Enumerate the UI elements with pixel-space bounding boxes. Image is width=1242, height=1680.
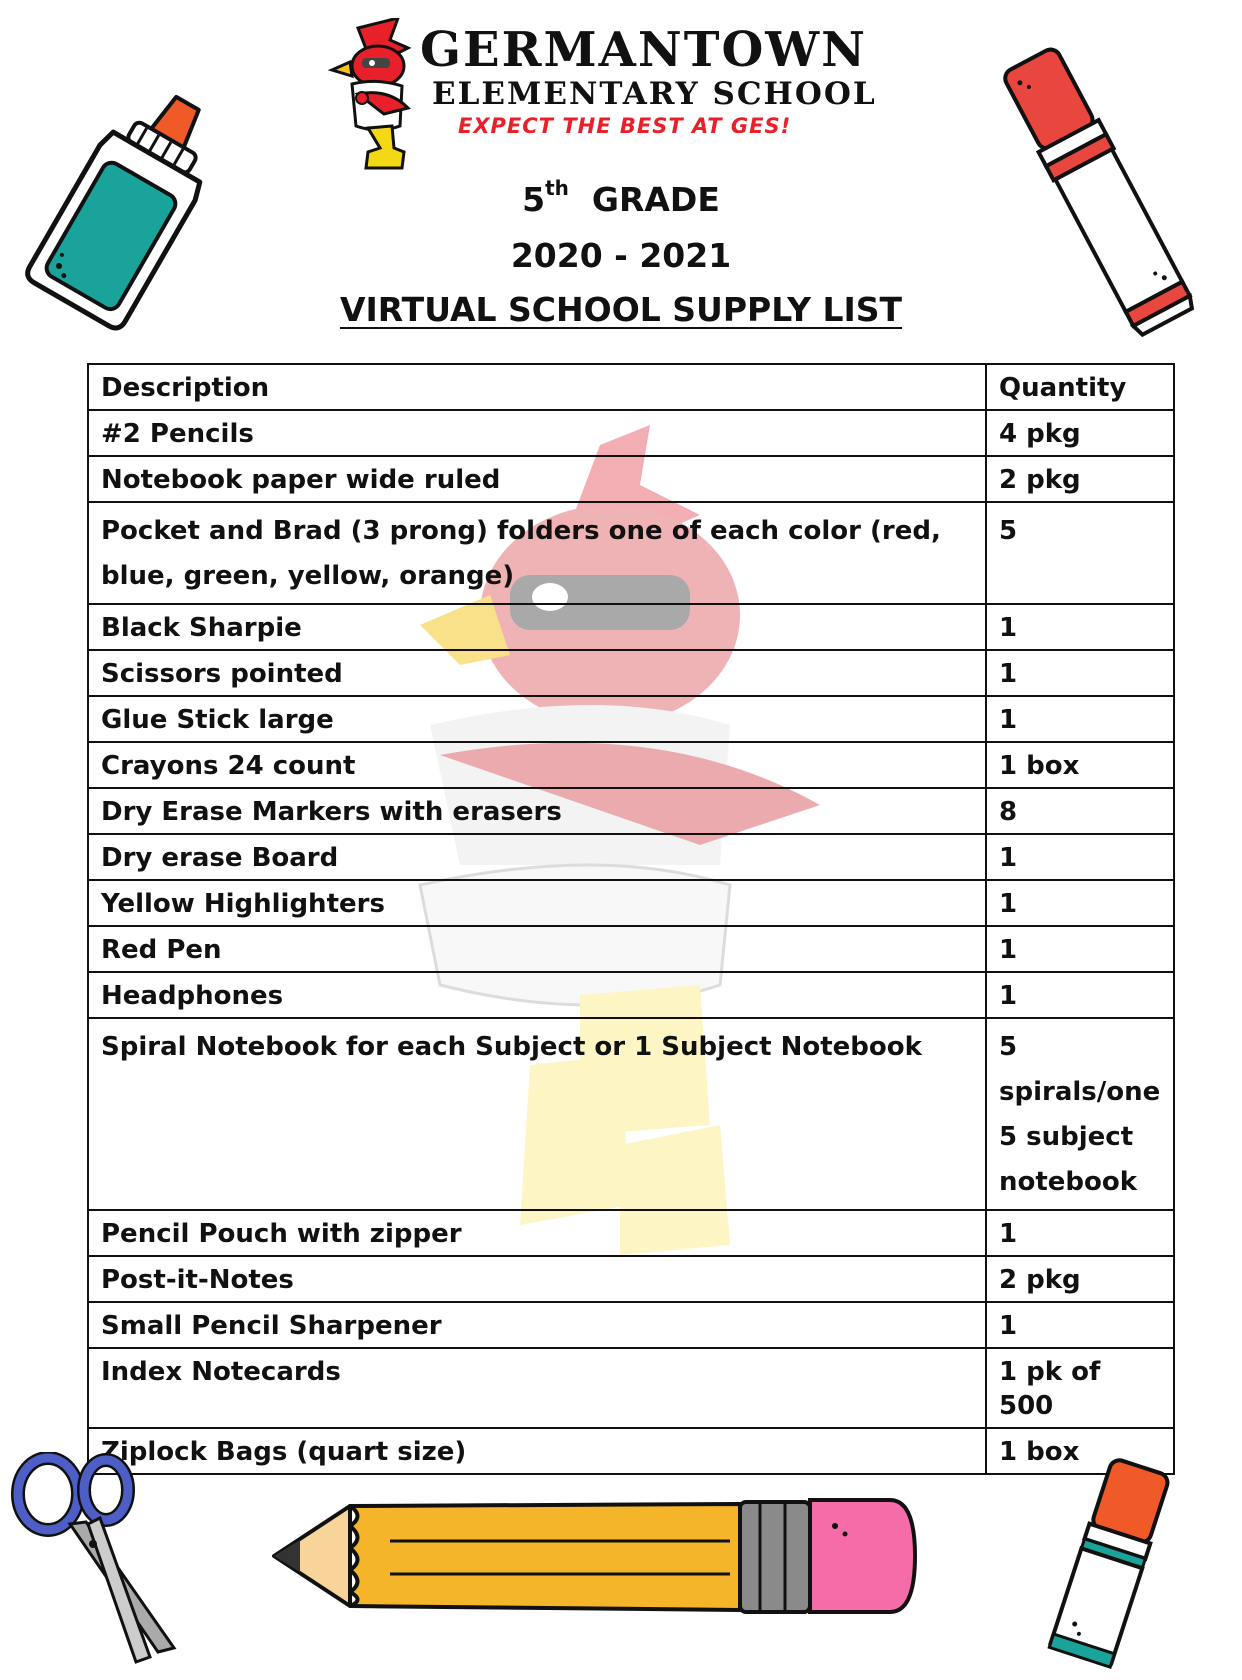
row-description: Pencil Pouch with zipper [88,1210,986,1256]
grade-suffix: th [545,176,569,200]
row-quantity: 5 spirals/one 5 subject notebook [986,1018,1174,1210]
table-row [88,788,1174,834]
row-quantity: 8 [986,788,1174,834]
header-description: Description [88,364,986,410]
table-row [88,456,1174,502]
row-description: Glue Stick large [88,696,986,742]
row-description: #2 Pencils [88,410,986,456]
row-quantity: 1 [986,834,1174,880]
table-row [88,880,1174,926]
grade-heading [0,176,1242,219]
list-title [0,290,1242,329]
table-row [88,742,1174,788]
row-description: Post-it-Notes [88,1256,986,1302]
row-description: Headphones [88,972,986,1018]
row-description: Dry Erase Markers with erasers [88,788,986,834]
pencil-icon [270,1486,920,1616]
header-quantity: Quantity [986,364,1174,410]
row-quantity: 1 box [986,742,1174,788]
supply-table [87,363,1175,1475]
row-quantity: 1 [986,972,1174,1018]
table-row [88,1302,1174,1348]
school-name-line2: ELEMENTARY SCHOOL [432,76,877,112]
row-description: Ziplock Bags (quart size) [88,1428,986,1474]
row-description: Index Notecards [88,1348,986,1428]
row-quantity: 2 pkg [986,456,1174,502]
table-row [88,502,1174,604]
school-header [320,18,920,178]
row-description: Crayons 24 count [88,742,986,788]
table-row [88,1256,1174,1302]
row-description: Notebook paper wide ruled [88,456,986,502]
row-quantity: 1 [986,604,1174,650]
cardinal-mascot-icon [328,18,428,178]
table-row [88,1210,1174,1256]
table-row [88,1018,1174,1210]
row-quantity: 1 [986,696,1174,742]
table-row [88,1428,1174,1474]
row-description: Spiral Notebook for each Subject or 1 Subject Notebook [88,1018,986,1210]
row-quantity: 1 [986,1302,1174,1348]
table-row [88,696,1174,742]
table-row [88,1348,1174,1428]
table-row [88,926,1174,972]
table-row [88,604,1174,650]
row-quantity: 1 [986,1210,1174,1256]
row-quantity: 1 box [986,1428,1174,1474]
row-description: Black Sharpie [88,604,986,650]
table-row [88,410,1174,456]
row-description: Scissors pointed [88,650,986,696]
table-row [88,650,1174,696]
list-title-text: VIRTUAL SCHOOL SUPPLY LIST [339,290,903,329]
row-quantity: 1 pk of 500 [986,1348,1174,1428]
school-slogan: EXPECT THE BEST AT GES! [458,114,792,138]
row-description: Yellow Highlighters [88,880,986,926]
row-quantity: 4 pkg [986,410,1174,456]
table-row [88,972,1174,1018]
school-year: 2020 - 2021 [510,236,732,275]
glue-stick-icon [1040,1452,1180,1677]
row-quantity: 1 [986,880,1174,926]
school-name-line1: GERMANTOWN [420,22,868,78]
scissors-icon [8,1452,183,1667]
grade-number: 5 [522,180,546,219]
table-row [88,834,1174,880]
supply-table-body [88,364,1174,1474]
row-quantity: 1 [986,650,1174,696]
table-header-row [88,364,1174,410]
row-quantity: 2 pkg [986,1256,1174,1302]
row-description: Red Pen [88,926,986,972]
row-quantity: 1 [986,926,1174,972]
grade-word: GRADE [591,180,720,219]
row-quantity: 5 [986,502,1174,604]
row-description: Small Pencil Sharpener [88,1302,986,1348]
row-description: Pocket and Brad (3 prong) folders one of each color (red, blue, green, yellow, orange) [88,502,986,604]
row-description: Dry erase Board [88,834,986,880]
